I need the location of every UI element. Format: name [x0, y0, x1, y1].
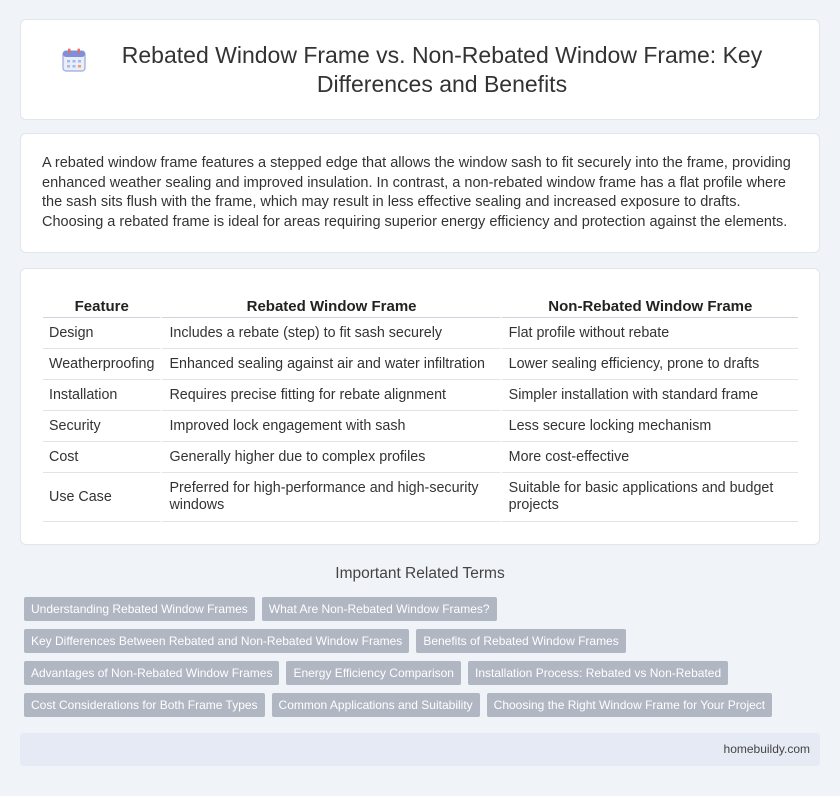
cell-non-rebated: Less secure locking mechanism [500, 411, 798, 442]
tag-link[interactable]: Common Applications and Suitability [272, 693, 480, 717]
comparison-table [43, 296, 798, 522]
intro-paragraph: A rebated window frame features a stepped edge that allows the window sash to fit securely into the frame, providing enhanced weather sealing and improved insulation. In contrast, a non-rebated window frame has a flat profile where the sash sits flush with the frame, which may result in less effective sealing and increased exposure to drafts. Choosing a rebated frame is ideal for areas requiring superior energy efficiency and protection against the elements. [42, 155, 791, 230]
table-row [43, 318, 798, 349]
cell-non-rebated: Flat profile without rebate [500, 318, 798, 349]
cell-non-rebated: Simpler installation with standard frame [500, 380, 798, 411]
header-non-rebated: Non-Rebated Window Frame [500, 296, 798, 318]
cell-rebated: Requires precise fitting for rebate alignment [160, 380, 499, 411]
tag-link[interactable]: Cost Considerations for Both Frame Types [24, 693, 265, 717]
table-row [43, 411, 798, 442]
header-card [20, 19, 820, 120]
tag-link[interactable]: Benefits of Rebated Window Frames [416, 629, 625, 653]
cell-non-rebated: Suitable for basic applications and budget projects [500, 473, 798, 522]
cell-feature: Use Case [43, 473, 160, 522]
table-row [43, 380, 798, 411]
table-header-row [43, 296, 798, 318]
page-title: Rebated Window Frame vs. Non-Rebated Window Frame: Key Differences and Benefits [121, 41, 763, 97]
table-row [43, 473, 798, 522]
footer [20, 733, 820, 766]
cell-feature: Weatherproofing [43, 349, 160, 380]
tag-link[interactable]: Key Differences Between Rebated and Non-Rebated Window Frames [24, 629, 409, 653]
footer-site-link[interactable]: homebuildy.com [723, 742, 810, 756]
cell-feature: Design [43, 318, 160, 349]
header-rebated: Rebated Window Frame [160, 296, 499, 318]
tag-link[interactable]: Installation Process: Rebated vs Non-Rebated [468, 661, 728, 685]
cell-rebated: Includes a rebate (step) to fit sash securely [160, 318, 499, 349]
cell-feature: Security [43, 411, 160, 442]
cell-non-rebated: Lower sealing efficiency, prone to drafts [500, 349, 798, 380]
tag-link[interactable]: Advantages of Non-Rebated Window Frames [24, 661, 279, 685]
comparison-card [20, 268, 820, 545]
cell-feature: Cost [43, 442, 160, 473]
related-terms-heading: Important Related Terms [335, 565, 505, 582]
cell-rebated: Enhanced sealing against air and water infiltration [160, 349, 499, 380]
table-row [43, 442, 798, 473]
cell-rebated: Preferred for high-performance and high-security windows [160, 473, 499, 522]
tag-link[interactable]: What Are Non-Rebated Window Frames? [262, 597, 497, 621]
cell-feature: Installation [43, 380, 160, 411]
tag-link[interactable]: Choosing the Right Window Frame for Your Project [487, 693, 772, 717]
calendar-icon [61, 47, 87, 73]
tag-link[interactable]: Energy Efficiency Comparison [286, 661, 461, 685]
cell-non-rebated: More cost-effective [500, 442, 798, 473]
header-feature: Feature [43, 296, 160, 318]
cell-rebated: Generally higher due to complex profiles [160, 442, 499, 473]
cell-rebated: Improved lock engagement with sash [160, 411, 499, 442]
table-row [43, 349, 798, 380]
intro-card [20, 133, 820, 253]
tag-link[interactable]: Understanding Rebated Window Frames [24, 597, 255, 621]
related-terms-tags [24, 597, 814, 725]
